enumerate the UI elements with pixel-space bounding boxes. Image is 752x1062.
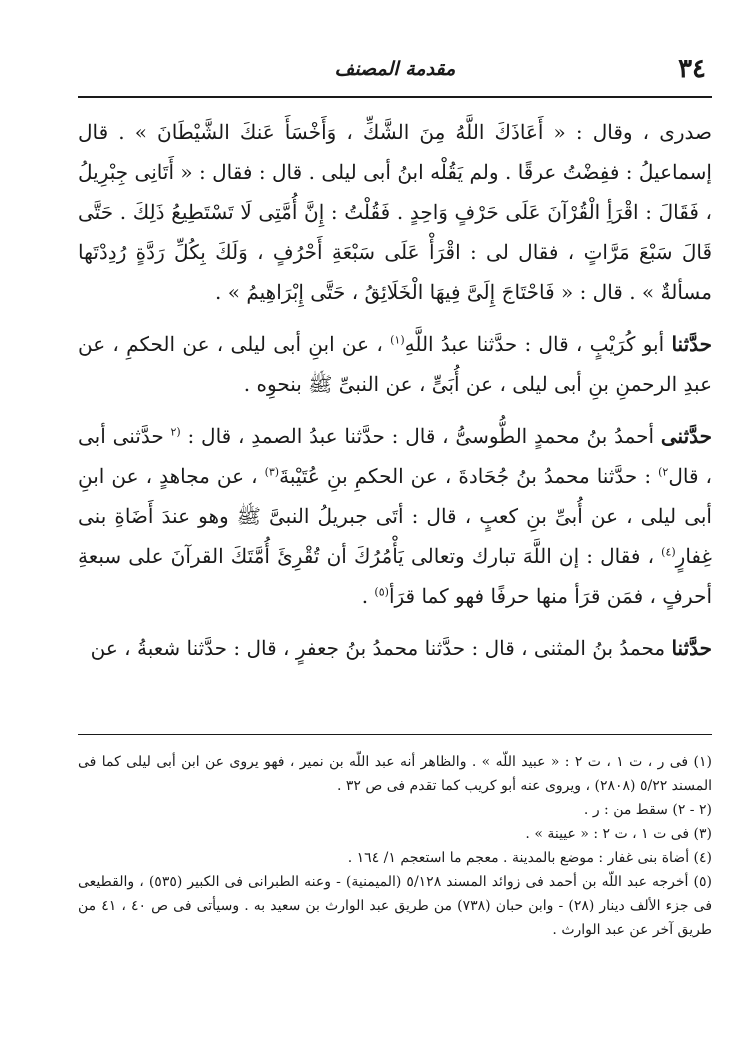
- footnotes: [78, 750, 712, 1050]
- header-rule: [78, 96, 712, 98]
- paragraph-text: حدَّثنى أبى ، قال: [78, 424, 712, 488]
- paragraph-text: أبو كُرَيْبٍ ، قال : حدَّثنا عبدُ اللَّهِ: [404, 332, 672, 356]
- paragraph-text: أحمدُ بنُ محمدٍ الطُّوسىُّ ، قال : حدَّثنا عبدُ الصمدِ ، قال :: [180, 424, 661, 448]
- footnote-ref-2-start: (٢: [170, 425, 181, 439]
- footnote-rule: [78, 734, 712, 735]
- paragraph-text: .: [361, 584, 375, 608]
- paragraph-2: [78, 324, 712, 404]
- hadith-lead: حدَّثنى: [660, 424, 712, 448]
- running-title: مقدمة المصنف: [334, 58, 456, 80]
- footnote-1: (١) فى ر ، ت ١ ، ت ٢ : « عبيد اللّه » . والظاهر أنه عبد اللّه بن نمير ، فهو يروى عن ابن أبى ليلى كما فى المسند ٥/٢٢ (٢٨٠٨) ، ويروى عنه أبو كريب كما تقدم فى ص ٣٢ .: [78, 754, 712, 794]
- paragraph-text: ، عن مجاهدٍ ، عن ابنِ أبى ليلى ، عن أُبىِّ بنِ كعبٍ ، قال : أتَى جبريلُ النبىَّ ﷺ وهو عندَ أَضَاةِ بنى غِفارٍ: [78, 464, 712, 568]
- footnote-ref-4: (٤): [661, 545, 676, 559]
- paragraph-4: [78, 628, 712, 668]
- main-text: [78, 112, 712, 708]
- page-number: ٣٤: [678, 54, 706, 84]
- page-header: [78, 52, 712, 92]
- hadith-lead: حدَّثنا: [671, 636, 712, 660]
- hadith-lead: حدَّثنا: [671, 332, 712, 356]
- footnote-4: (٤) أضاة بنى غفار : موضع بالمدينة . معجم ما استعجم ١/ ١٦٤ .: [347, 850, 712, 866]
- footnote-ref-3: (٣): [264, 465, 280, 479]
- footnote-ref-2-end: ٢): [658, 465, 669, 479]
- footnote-2: (٢ - ٢) سقط من : ر .: [583, 802, 712, 818]
- footnote-5: (٥) أخرجه عبد اللّه بن أحمد فى زوائد المسند ٥/١٢٨ (الميمنية) - وعنه الطبرانى فى الكبير (٥٣٥) ، والقطيعى فى جزء الألف دينار (٢٨) - وابن حبان (٧٣٨) من طريق عبد الوارث بن سعيد به . وسيأتى فى ص ٤٠ ، ٤١ من طريق آخر عن عبد الوارث .: [78, 874, 712, 938]
- paragraph-text: ، فقال : إن اللَّهَ تبارك وتعالى يَأْمُرُكَ أن تُقْرِئَ أُمَّتَكَ القرآنَ على سبعةِ أحرفٍ ، فمَن قرَأ منها حرفًا فهو كما قرَأ: [78, 544, 712, 608]
- paragraph-1: صدرى ، وقال : « أَعَاذَكَ اللَّهُ مِنَ الشَّكِّ ، وَأَخْسَأَ عَنكَ الشَّيْطَانَ » . قال إسماعيلُ : ففِضْتُ عرقًا . ولم يَقُلْه ابنُ أبى ليلى . قال : فقال : « أَتَانِى جِبْرِيلُ ، فَقَالَ : اقْرَأِ الْقُرْآنَ عَلَى حَرْفٍ وَاحِدٍ . فَقُلْتُ : إِنَّ أُمَّتِى لَا تَسْتَطِيعُ ذَلِكَ . حَتَّى قَالَ سَبْعَ مَرَّاتٍ ، فقال لى : اقْرَأْ عَلَى سَبْعَةِ أَحْرُفٍ ، وَلَكَ بِكُلِّ رَدَّةٍ رُدِدْتَها مسألةٌ » . قال : « فَاحْتَاجَ إِلَىَّ فِيهَا الْخَلَائِقُ ، حَتَّى إِبْرَاهِيمُ » .: [78, 120, 712, 304]
- paragraph-text: ، عن ابنِ أبى ليلى ، عن الحكمِ ، عن عبدِ الرحمنِ بنِ أبى ليلى ، عن أُبَىٍّ ، عن النبىِّ ﷺ بنحوِه .: [78, 332, 712, 396]
- paragraph-3: [78, 416, 712, 616]
- paragraph-text: : حدَّثنا محمدُ بنُ جُحَادةَ ، عن الحكمِ بنِ عُتَيْبةَ: [279, 464, 659, 488]
- footnote-3: (٣) فى ت ١ ، ت ٢ : « عيينة » .: [525, 826, 712, 842]
- footnote-ref-1: (١): [390, 333, 405, 347]
- footnote-ref-5: (٥): [374, 585, 389, 599]
- paragraph-text: محمدُ بنُ المثنى ، قال : حدَّثنا محمدُ بنُ جعفرٍ ، قال : حدَّثنا شعبةُ ، عن: [90, 636, 672, 660]
